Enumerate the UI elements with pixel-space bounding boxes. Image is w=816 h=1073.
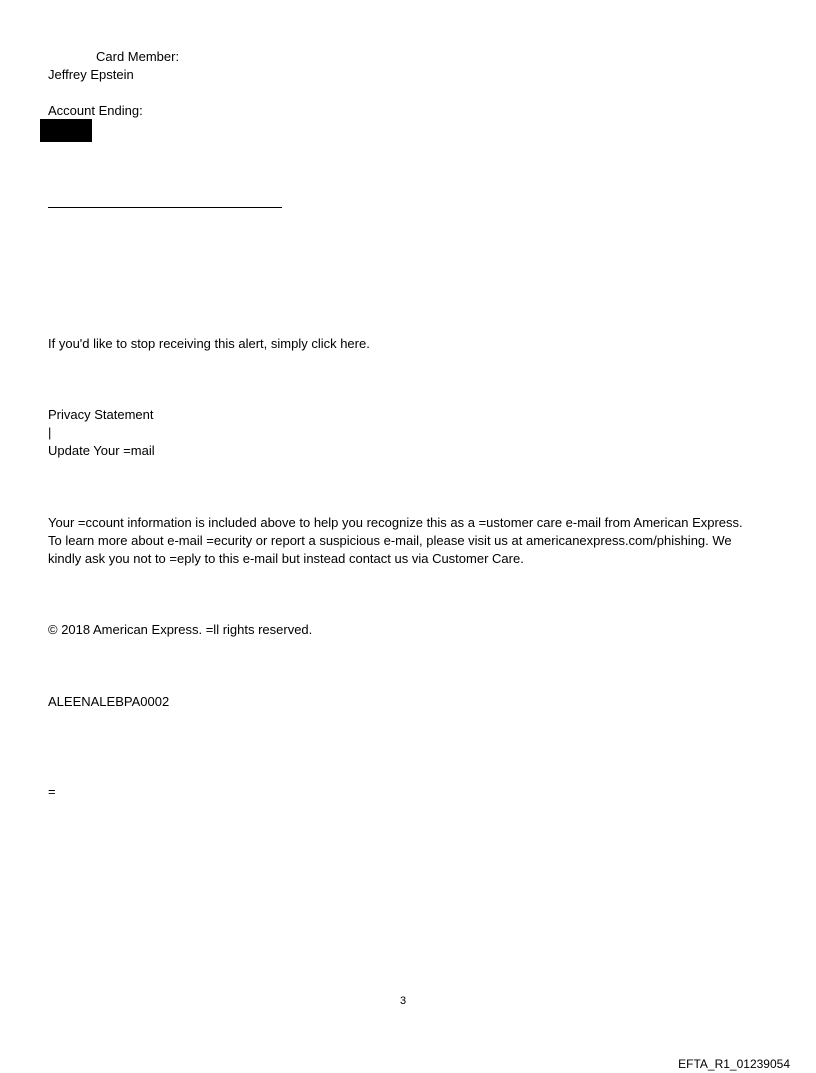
security-notice-line: kindly ask you not to =eply to this e-mail but instead contact us via Customer Care. xyxy=(48,551,524,566)
reference-code: ALEENALEBPA0002 xyxy=(48,694,170,709)
account-ending-label: Account Ending: xyxy=(48,103,143,118)
page-number: 3 xyxy=(400,995,407,1007)
security-notice xyxy=(48,514,778,568)
unsubscribe-text[interactable]: If you'd like to stop receiving this alert, simply click here. xyxy=(48,336,370,351)
copyright-text: © 2018 American Express. =ll rights reserved. xyxy=(48,622,313,637)
security-notice-line: To learn more about e-mail =ecurity or report a suspicious e-mail, please visit us at americanexpress.com/phishing. We xyxy=(48,533,732,548)
security-notice-line: Your =ccount information is included above to help you recognize this as a =ustomer care e-mail from American Express. xyxy=(48,515,743,530)
link-separator: | xyxy=(48,425,52,440)
card-member-label: Card Member: xyxy=(96,49,180,64)
update-email-link[interactable]: Update Your =mail xyxy=(48,443,155,458)
card-member-name: Jeffrey Epstein xyxy=(48,67,134,82)
divider-line xyxy=(48,207,282,208)
redaction-block xyxy=(40,119,92,142)
trailing-char: = xyxy=(48,784,56,799)
privacy-statement-link[interactable]: Privacy Statement xyxy=(48,407,154,422)
document-id: EFTA_R1_01239054 xyxy=(678,1057,790,1071)
